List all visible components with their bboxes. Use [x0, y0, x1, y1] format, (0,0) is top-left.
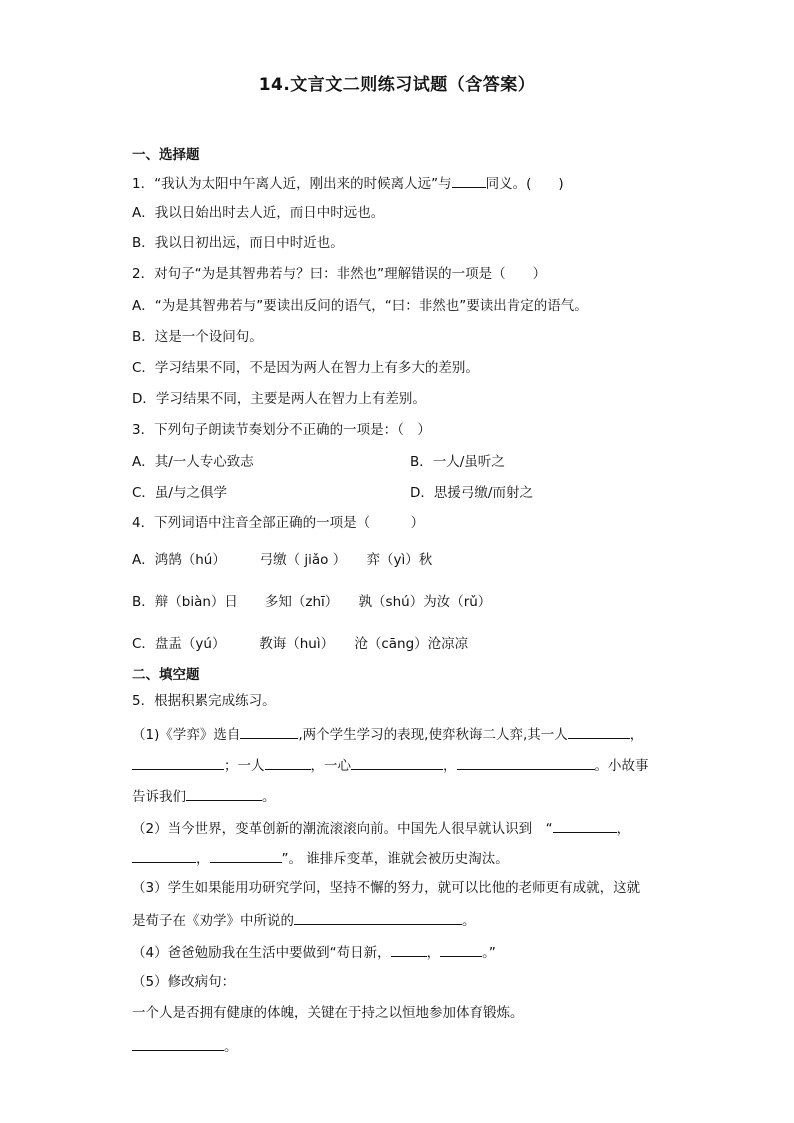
answer-blank[interactable]	[351, 755, 443, 770]
question-5-part-3-line-2: 是荀子在《劝学》中所说的 。	[132, 910, 476, 930]
question-5-part-1-line-3: 告诉我们 。	[132, 786, 276, 806]
question-4-option-b[interactable]: B．辩（biàn）日 多知（zhī） 孰（shú）为汝（rǔ）	[132, 594, 492, 610]
question-4-option-c[interactable]: C．盘盂（yú） 教诲（huì） 沧（cāng）沧凉凉	[132, 636, 469, 652]
question-1-option-a[interactable]: A．我以日始出时去人近，而日中时远也。	[132, 205, 385, 221]
question-2-option-b[interactable]: B．这是一个设问句。	[132, 329, 263, 345]
question-5-part-3-line-1: （3）学生如果能用功研究学问，坚持不懈的努力，就可以比他的老师更有成就，这就	[132, 880, 641, 896]
question-5-part-5-sentence: 一个人是否拥有健康的体魄，关键在于持之以恒地参加体育锻炼。	[132, 1005, 524, 1021]
question-3-option-c[interactable]: C．虽/与之俱学	[132, 485, 227, 501]
question-1-option-b[interactable]: B．我以日初出远，而日中时近也。	[132, 235, 344, 251]
section-heading-fill: 二、填空题	[132, 667, 200, 683]
answer-blank[interactable]	[553, 818, 617, 833]
answer-blank[interactable]	[132, 848, 196, 863]
question-3-option-d[interactable]: D．思援弓缴/而射之	[410, 485, 533, 501]
question-2-stem: 2．对句子“为是其智弗若与？曰：非然也”理解错误的一项是（ ）	[132, 266, 547, 282]
question-1-stem: 1．“我认为太阳中午离人近，刚出来的时候离人远”与 同义。( )	[132, 173, 564, 193]
question-5-part-1-line-1: （1)《学弈》选自 ,两个学生学习的表现,使弈秋诲二人弈,其一人 ，	[132, 724, 643, 744]
answer-blank[interactable]	[452, 173, 486, 188]
question-5-part-2-line-1: （2）当今世界，变革创新的潮流滚滚向前。中国先人很早就认识到 “ ，	[132, 818, 630, 838]
question-5-part-1-line-2: ；一人 ，一心 ， 。小故事	[132, 755, 649, 775]
question-2-option-c[interactable]: C．学习结果不同，不是因为两人在智力上有多大的差别。	[132, 360, 479, 376]
page-title: 14.文言文二则练习试题（含答案）	[258, 75, 536, 95]
question-5-part-4: （4）爸爸勉励我在生活中要做到“苟日新， ， 。”	[132, 942, 496, 962]
question-2-option-a[interactable]: A．“为是其智弗若与”要读出反问的语气，“曰：非然也”要读出肯定的语气。	[132, 298, 588, 314]
question-4-option-a[interactable]: A．鸿鹄（hú） 弓缴（ jiǎo ） 弈（yì）秋	[132, 552, 433, 568]
answer-blank[interactable]	[294, 910, 462, 925]
answer-blank[interactable]	[391, 942, 427, 957]
question-5-part-5-heading: （5）修改病句：	[132, 974, 236, 990]
answer-blank[interactable]	[132, 1036, 224, 1051]
answer-blank[interactable]	[132, 755, 224, 770]
question-4-stem: 4．下列词语中注音全部正确的一项是（ ）	[132, 515, 425, 531]
question-3-stem: 3．下列句子朗读节奏划分不正确的一项是：（ ）	[132, 422, 431, 438]
question-5-stem: 5．根据积累完成练习。	[132, 693, 276, 709]
answer-blank[interactable]	[568, 724, 630, 739]
question-3-option-b[interactable]: B．一人/虽听之	[410, 454, 505, 470]
question-3-option-a[interactable]: A．其/一人专心致志	[132, 454, 254, 470]
section-heading-choice: 一、选择题	[132, 147, 200, 163]
answer-blank[interactable]	[240, 724, 298, 739]
answer-blank[interactable]	[210, 848, 282, 863]
answer-blank[interactable]	[440, 942, 482, 957]
answer-blank[interactable]	[265, 755, 311, 770]
question-5-part-5-answer: 。	[132, 1036, 238, 1056]
answer-blank[interactable]	[457, 755, 595, 770]
answer-blank[interactable]	[186, 786, 262, 801]
question-2-option-d[interactable]: D．学习结果不同，主要是两人在智力上有差别。	[132, 391, 426, 407]
question-5-part-2-line-2: ， ”。 谁排斥变革，谁就会被历史淘汰。	[132, 848, 509, 868]
